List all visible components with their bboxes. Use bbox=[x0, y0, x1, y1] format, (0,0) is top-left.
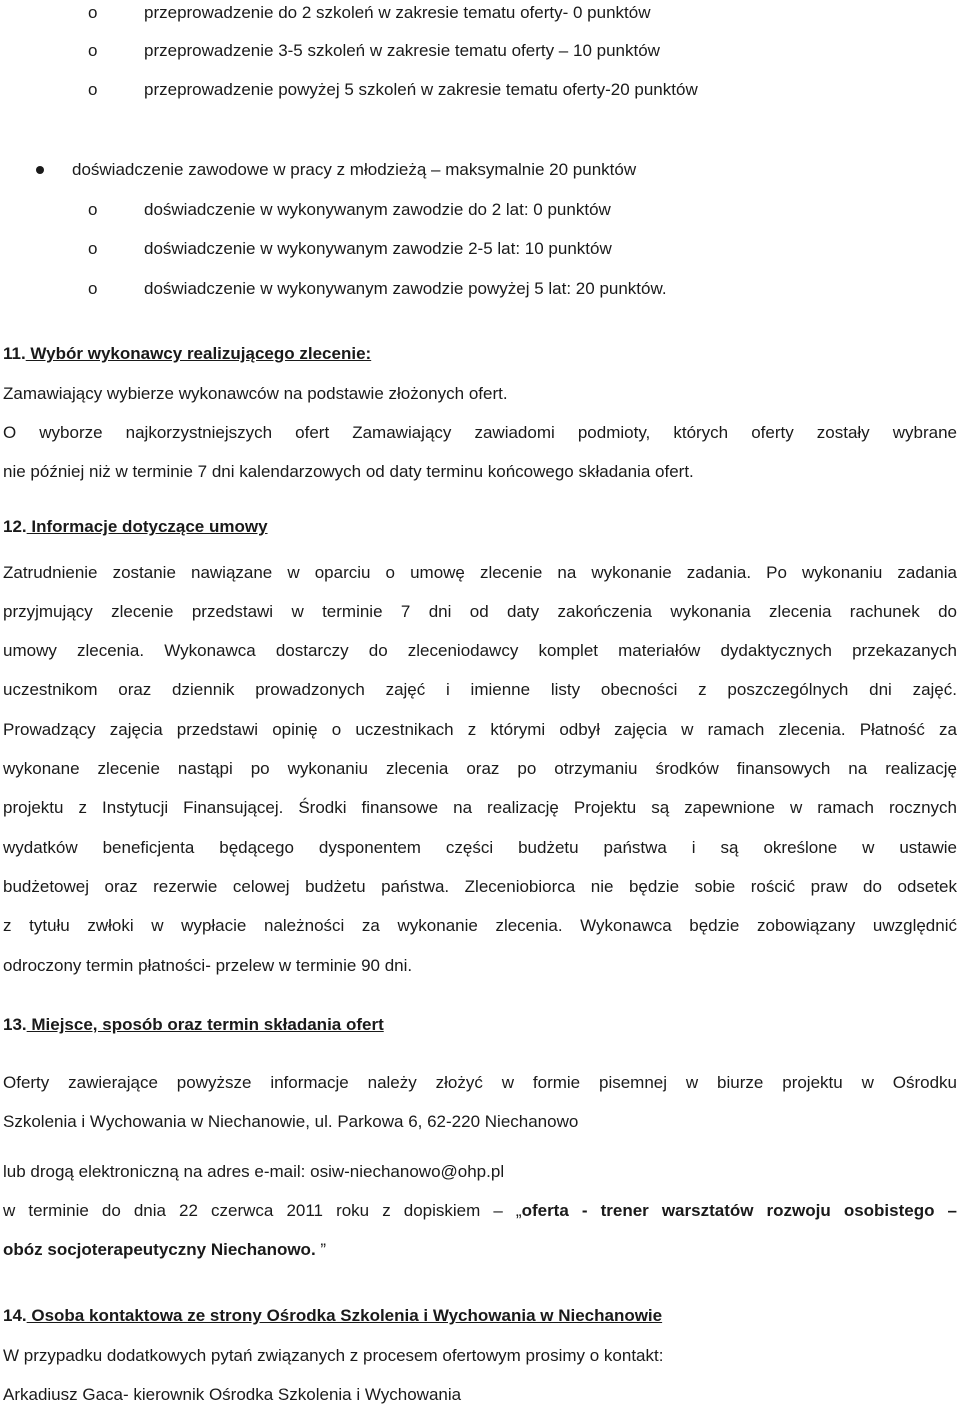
paragraph-line: odroczony termin płatności- przelew w terminie 90 dni. bbox=[3, 956, 413, 975]
list-item: przeprowadzenie 3-5 szkoleń w zakresie tematu oferty – 10 punktów bbox=[144, 41, 660, 60]
list-item: doświadczenie w wykonywanym zawodzie 2-5 lat: 10 punktów bbox=[144, 239, 612, 258]
list-marker: o bbox=[88, 80, 98, 99]
list-item: doświadczenie w wykonywanym zawodzie do 2 lat: 0 punktów bbox=[144, 200, 611, 219]
bullet-dot bbox=[36, 166, 44, 174]
paragraph-line: Arkadiusz Gaca- kierownik Ośrodka Szkolenia i Wychowania bbox=[3, 1385, 462, 1404]
section-heading-14: 14. Osoba kontaktowa ze strony Ośrodka Szkolenia i Wychowania w Niechanowie bbox=[3, 1306, 663, 1325]
list-marker: o bbox=[88, 239, 98, 258]
paragraph-line: uczestnikom oraz dziennik prowadzonych zajęć i imienne listy obecności z poszczególnych dni zajęć. bbox=[3, 680, 957, 699]
paragraph-line: lub drogą elektroniczną na adres e-mail: osiw-niechanowo@ohp.pl bbox=[3, 1162, 505, 1181]
paragraph-line: W przypadku dodatkowych pytań związanych z procesem ofertowym prosimy o kontakt: bbox=[3, 1346, 664, 1365]
list-marker: o bbox=[88, 200, 98, 219]
paragraph-line: Szkolenia i Wychowania w Niechanowie, ul. Parkowa 6, 62-220 Niechanowo bbox=[3, 1112, 579, 1131]
paragraph-line: z tytułu zwłoki w wypłacie należności za wykonanie zlecenia. Wykonawca będzie zobowiązany uwzględnić bbox=[3, 916, 957, 935]
paragraph-line: wydatków beneficjenta będącego dysponentem części budżetu państwa i są określone w ustawie bbox=[3, 838, 957, 857]
section-heading-11: 11. Wybór wykonawcy realizującego zlecenie: bbox=[3, 344, 372, 363]
list-item: przeprowadzenie do 2 szkoleń w zakresie tematu oferty- 0 punktów bbox=[144, 3, 651, 22]
paragraph-line: obóz socjoterapeutyczny Niechanowo. ” bbox=[3, 1240, 327, 1259]
paragraph-line: projektu z Instytucji Finansującej. Środki finansowe na realizację Projektu są zapewnione w ramach rocznych bbox=[3, 798, 957, 817]
paragraph-line: O wyborze najkorzystniejszych ofert Zamawiający zawiadomi podmioty, których oferty zostały wybrane bbox=[3, 423, 957, 442]
section-heading-13: 13. Miejsce, sposób oraz termin składania ofert bbox=[3, 1015, 384, 1034]
list-item: przeprowadzenie powyżej 5 szkoleń w zakresie tematu oferty-20 punktów bbox=[144, 80, 698, 99]
paragraph-line: w terminie do dnia 22 czerwca 2011 roku z dopiskiem – „oferta - trener warsztatów rozwoju osobistego – bbox=[3, 1201, 958, 1220]
paragraph-line: Zamawiający wybierze wykonawców na podstawie złożonych ofert. bbox=[3, 384, 508, 403]
list-marker: o bbox=[88, 279, 98, 298]
list-marker: o bbox=[88, 41, 98, 60]
paragraph-line: umowy zlecenia. Wykonawca dostarczy do zleceniodawcy komplet materiałów dydaktycznych przekazanych bbox=[3, 641, 957, 660]
section-heading-12: 12. Informacje dotyczące umowy bbox=[3, 517, 268, 536]
paragraph-line: przyjmujący zlecenie przedstawi w terminie 7 dni od daty zakończenia wykonania zlecenia rachunek do bbox=[3, 602, 957, 621]
paragraph-line: budżetowej oraz rezerwie celowej budżetu państwa. Zleceniobiorca nie będzie sobie rościć praw do odsetek bbox=[3, 877, 957, 896]
paragraph-line: Oferty zawierające powyższe informacje należy złożyć w formie pisemnej w biurze projektu w Ośrodku bbox=[3, 1073, 957, 1092]
paragraph-line: Zatrudnienie zostanie nawiązane w oparciu o umowę zlecenie na wykonanie zadania. Po wykonaniu zadania bbox=[3, 563, 957, 582]
list-marker: o bbox=[88, 3, 98, 22]
bullet-item: doświadczenie zawodowe w pracy z młodzieżą – maksymalnie 20 punktów bbox=[72, 160, 637, 179]
paragraph-line: Prowadzący zajęcia przedstawi opinię o uczestnikach z którymi odbył zajęcia w ramach zlecenia. Płatność za bbox=[3, 720, 957, 739]
paragraph-line: wykonane zlecenie nastąpi po wykonaniu zlecenia oraz po otrzymaniu środków finansowych na realizację bbox=[3, 759, 957, 778]
list-item: doświadczenie w wykonywanym zawodzie powyżej 5 lat: 20 punktów. bbox=[144, 279, 667, 298]
paragraph-line: nie później niż w terminie 7 dni kalendarzowych od daty terminu końcowego składania ofert. bbox=[3, 462, 694, 481]
